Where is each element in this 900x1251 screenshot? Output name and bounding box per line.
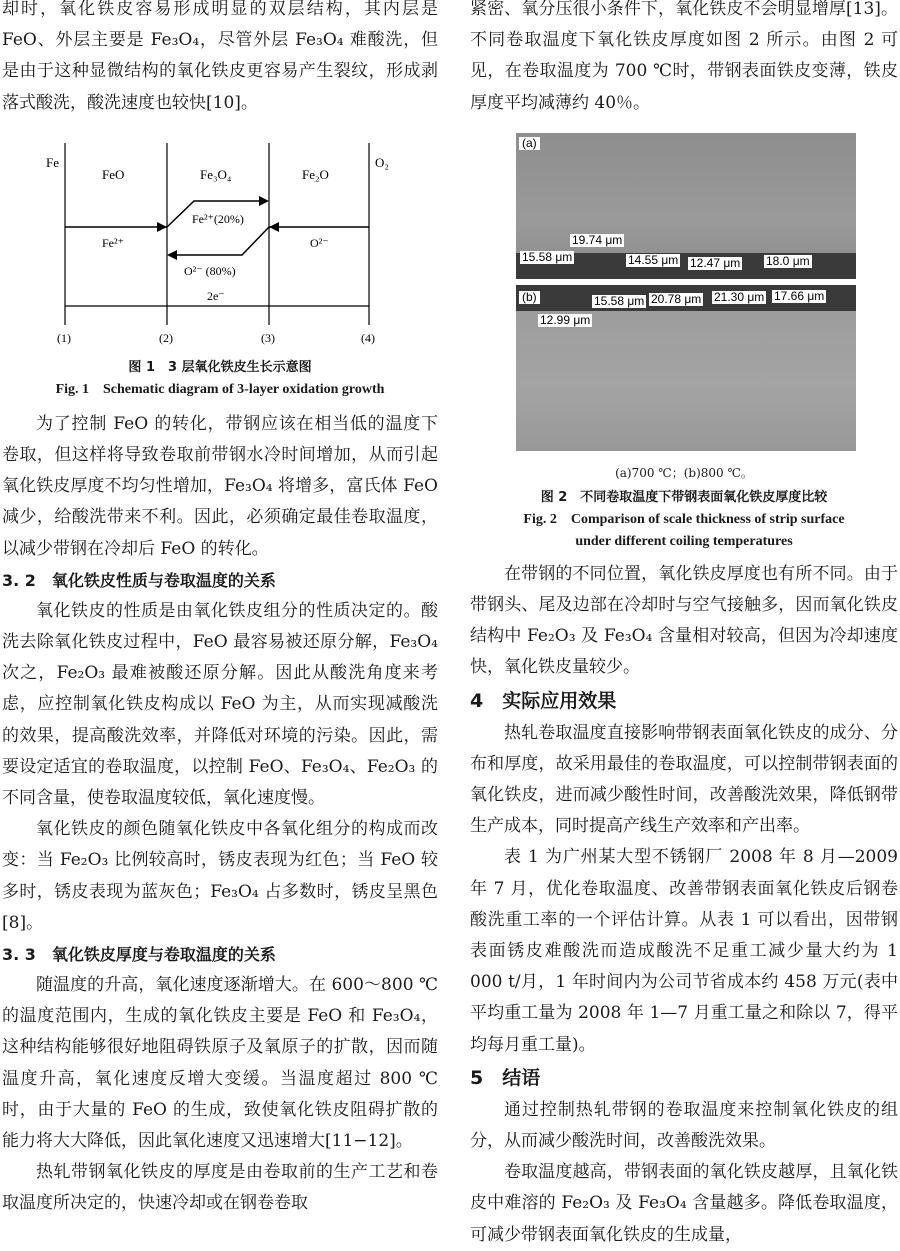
fig2-caption-en-2: under different coiling temperatures — [575, 533, 793, 549]
fig2-photo-b — [516, 285, 856, 451]
fig2-b-label-3: 21.30 μm — [714, 289, 765, 304]
fig1-o2-arrowhead — [167, 250, 177, 260]
paragraph-5-b: 卷取温度越高，带钢表面的氧化铁皮越厚，且氧化铁皮中难溶的 Fe₂O₃ 及 Fe₃O₄ 含量越多。降低卷取温度，可减少带钢表面氧化铁皮的生成量， — [470, 1162, 898, 1245]
fig2-b-label-1: 15.58 μm — [594, 293, 645, 308]
fig1-boundary-3: (3) — [261, 330, 275, 345]
right-column — [470, 0, 898, 1251]
fig1-o2-midhead — [269, 222, 279, 232]
fig1-fe2-label: Fe²⁺(20%) — [192, 211, 244, 226]
fig2-b-label-5: 12.99 μm — [540, 312, 591, 327]
fig1-fe2-arrowhead — [259, 196, 269, 206]
section-3-3-heading: 3. 3 氧化铁皮厚度与卷取温度的关系 — [2, 945, 276, 965]
left-column — [2, 0, 438, 1220]
paragraph-position: 在带钢的不同位置，氧化铁皮厚度也有所不同。由于带钢头、尾及边部在冷却时与空气接触多，因而氧化铁皮结构中 Fe₂O₃ 及 Fe₃O₄ 含量相对较高，但因为冷却速度快，氧化铁皮量较少。 — [470, 563, 898, 678]
fig2-a-label-5: 18.0 μm — [766, 253, 810, 268]
fig1-o2-label: O²⁻ (80%) — [184, 263, 236, 278]
paragraph-3-3-a: 随温度的升高，氧化速度逐渐增大。在 600～800 ℃的温度范围内，生成的氧化铁皮主要是 FeO 和 Fe₃O₄，这种结构能够很好地阻碍铁原子及氧原子的扩散，因而随温度升高，氧化速度反增大变缓。当温度超过 800 ℃时，由于大量的 FeO 的生成，致使氧化铁皮阻碍扩散的能力将大大降低，因此氧化速度又迅速增大[11−12]。 — [2, 975, 438, 1152]
fig1-boundary-1: (1) — [57, 330, 71, 345]
fig2-a-label-3: 14.55 μm — [628, 252, 679, 267]
fig2-a-label-4: 12.47 μm — [690, 255, 741, 270]
paragraph-intro: 却时，氧化铁皮容易形成明显的双层结构，其内层是 FeO、外层主要是 Fe₃O₄，尽管外层 Fe₃O₄ 难酸洗，但是由于这种显微结构的氧化铁皮更容易产生裂纹，形成剥落式酸洗，酸洗速度也较快[10]。 — [2, 0, 438, 113]
fig1-o2-arrow — [172, 227, 369, 255]
fig2-b-label-4: 17.66 μm — [774, 288, 825, 303]
fig1-boundary-4: (4) — [361, 330, 375, 345]
figure-2 — [470, 133, 898, 553]
fig2-b-label-2: 20.78 μm — [651, 291, 702, 306]
fig1-fe2-midhead — [157, 222, 167, 232]
fig2-a-label-2: 15.58 μm — [522, 249, 573, 264]
paragraph-3-2-a: 氧化铁皮的性质是由氧化铁皮组分的性质决定的。酸洗去除氧化铁皮过程中，FeO 最容易被还原分解，Fe₃O₄ 次之，Fe₂O₃ 最难被酸还原分解。因此从酸洗角度来考虑，应控制氧化铁皮构成以 FeO 为主，从而实现减酸洗的效果，提高酸洗效率，并降低对环境的污染。因此，需要设定适宜的卷取温度，以控制 FeO、Fe₃O₄、Fe₂O₃ 的不同含量，使卷取温度较低，氧化速度慢。 — [2, 600, 438, 809]
fig2-a-label-1: 19.74 μm — [572, 232, 623, 247]
fig1-fe2-left: Fe²⁺ — [102, 235, 124, 250]
section-3-2-heading: 3. 2 氧化铁皮性质与卷取温度的关系 — [2, 570, 276, 590]
fig2-subcaption: (a)700 ℃；(b)800 ℃。 — [615, 465, 753, 480]
fig1-caption-cn: 图 1 3 层氧化铁皮生长示意图 — [128, 359, 312, 375]
paragraph-control: 为了控制 FeO 的转化，带钢应该在相当低的温度下卷取，但这样将导致卷取前带钢水冷时间增加，从而引起氧化铁皮厚度不均匀性增加，Fe₃O₄ 将增多，富氏体 FeO 减少，给酸洗带来不利。因此，必须确定最佳卷取温度，以减少带钢在冷却后 FeO 的转化。 — [2, 413, 438, 559]
fig1-label-fe: Fe — [46, 154, 59, 170]
fig2-photo-a — [516, 133, 856, 279]
paragraph-4-b: 表 1 为广州某大型不锈钢厂 2008 年 8 月—2009 年 7 月，优化卷取温度、改善带钢表面氧化铁皮后钢卷酸洗重工率的一个评估计算。从表 1 可以看出，因带钢表面锈皮难酸洗而造成酸洗不足重工减少量大约为 1 000 t/月，1 年时间内为公司节省成本约 458 万元(表中平均重工量为 2008 年 1—7 月重工量之和除以 7，得平均每月重工量)。 — [470, 847, 898, 1055]
fig1-label-feo: FeO — [102, 166, 125, 182]
fig1-label-fe3o4: Fe₃O₄ — [200, 166, 232, 182]
fig1-label-o2: O₂ — [375, 154, 389, 170]
paragraph-4-a: 热轧卷取温度直接影响带钢表面氧化铁皮的成分、分布和厚度，故采用最佳的卷取温度，可以控制带钢表面的氧化铁皮，进而减少酸性时间，改善酸洗效果，降低钢带生产成本，同时提高产线生产效率和产出率。 — [470, 722, 898, 837]
fig1-o2-right: O²⁻ — [310, 235, 329, 250]
section-5-heading: 5 结语 — [470, 1066, 541, 1089]
section-4-heading: 4 实际应用效果 — [470, 689, 617, 712]
fig2-panel-b: (b) — [519, 291, 540, 304]
figure-1 — [2, 135, 438, 401]
fig2-panel-a: (a) — [519, 137, 540, 150]
paragraph-3-2-b: 氧化铁皮的颜色随氧化铁皮中各氧化组分的构成而改变：当 Fe₂O₃ 比例较高时，锈皮表现为红色；当 FeO 较多时，锈皮表现为蓝灰色；Fe₃O₄ 占多数时，锈皮呈黑色[8]。 — [2, 819, 438, 933]
paragraph-3-3-b: 热轧带钢氧化铁皮的厚度是由卷取前的生产工艺和卷取温度所决定的，快速冷却或在钢卷卷取 — [2, 1162, 438, 1214]
fig1-electron-label: 2e⁻ — [207, 288, 225, 303]
paragraph-5-a: 通过控制热轧带钢的卷取温度来控制氧化铁皮的组分，从而减少酸洗时间，改善酸洗效果。 — [470, 1099, 898, 1152]
fig2-caption-cn: 图 2 不同卷取温度下带钢表面氧化铁皮厚度比较 — [540, 489, 828, 505]
fig1-label-fe2o: Fe₂O — [302, 166, 329, 182]
fig1-diagram — [2, 135, 438, 347]
fig2-caption-en-1: Fig. 2 Comparison of scale thickness of strip surface — [523, 511, 845, 527]
fig1-boundary-2: (2) — [159, 330, 173, 345]
paragraph-right-top: 紧密、氧分压很小条件下，氧化铁皮不会明显增厚[13]。不同卷取温度下氧化铁皮厚度如图 2 所示。由图 2 可见，在卷取温度为 700 ℃时，带钢表面铁皮变薄，铁皮厚度平均减薄约 40％。 — [470, 0, 898, 113]
fig1-caption-en: Fig. 1 Schematic diagram of 3-layer oxidation growth — [55, 381, 385, 397]
